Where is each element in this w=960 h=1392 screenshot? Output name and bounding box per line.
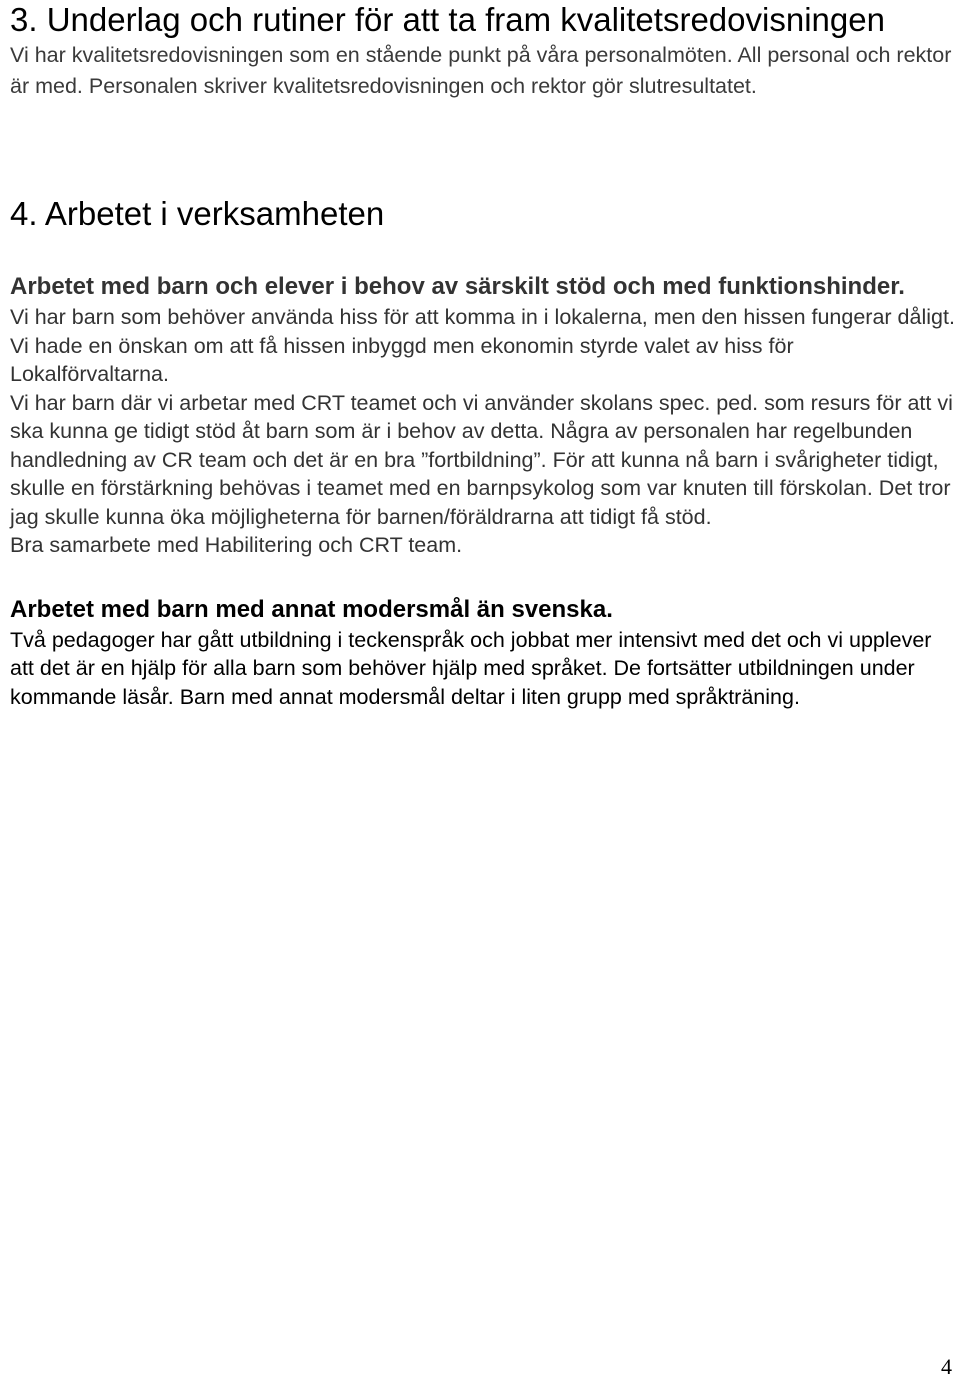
special-support-paragraph-3: Bra samarbete med Habilitering och CRT team. <box>10 533 463 557</box>
section-3-text: Vi har kvalitetsredovisningen som en stående punkt på våra personalmöten. All personal och rektor är med. Personalen skriver kvalitetsredovisningen och rektor gör slutresultatet. <box>10 43 952 98</box>
special-support-paragraph-2: Vi har barn där vi arbetar med CRT teamet och vi använder skolans spec. ped. som resurs för att vi ska kunna ge tidigt stöd åt barn som är i behov av detta. Några av personalen har regelbunden handledning av CR team och det är en bra ”fortbildning”. För att kunna nå barn i svårigheter tidigt, skulle en förstärkning behövas i teamet med en barnpsykolog som var knuten till förskolan. Det tror jag skulle kunna öka möjligheterna för barnen/föräldrarna att tidigt få stöd. <box>10 390 953 529</box>
section-4-title: 4. Arbetet i verksamheten <box>10 195 385 232</box>
special-support-paragraph-1: Vi har barn som behöver använda hiss för att komma in i lokalerna, men den hissen fungerar dåligt. Vi hade en önskan om att få hissen inbyggd men ekonomin styrde valet av hiss för Lokalförvaltarna. <box>10 305 955 386</box>
document-page <box>10 0 955 711</box>
section-3-title: 3. Underlag och rutiner för att ta fram kvalitetsredovisningen <box>10 1 885 38</box>
special-support-heading: Arbetet med barn och elever i behov av särskilt stöd och med funktionshinder. <box>10 273 905 300</box>
page-number: 4 <box>941 1354 952 1379</box>
mother-tongue-heading: Arbetet med barn med annat modersmål än svenska. <box>10 595 613 623</box>
mother-tongue-paragraph: Två pedagoger har gått utbildning i teckenspråk och jobbat mer intensivt med det och vi upplever att det är en hjälp för alla barn som behöver hjälp med språket. De fortsätter utbildningen under kommande läsår. Barn med annat modersmål deltar i liten grupp med språkträning. <box>10 627 932 709</box>
